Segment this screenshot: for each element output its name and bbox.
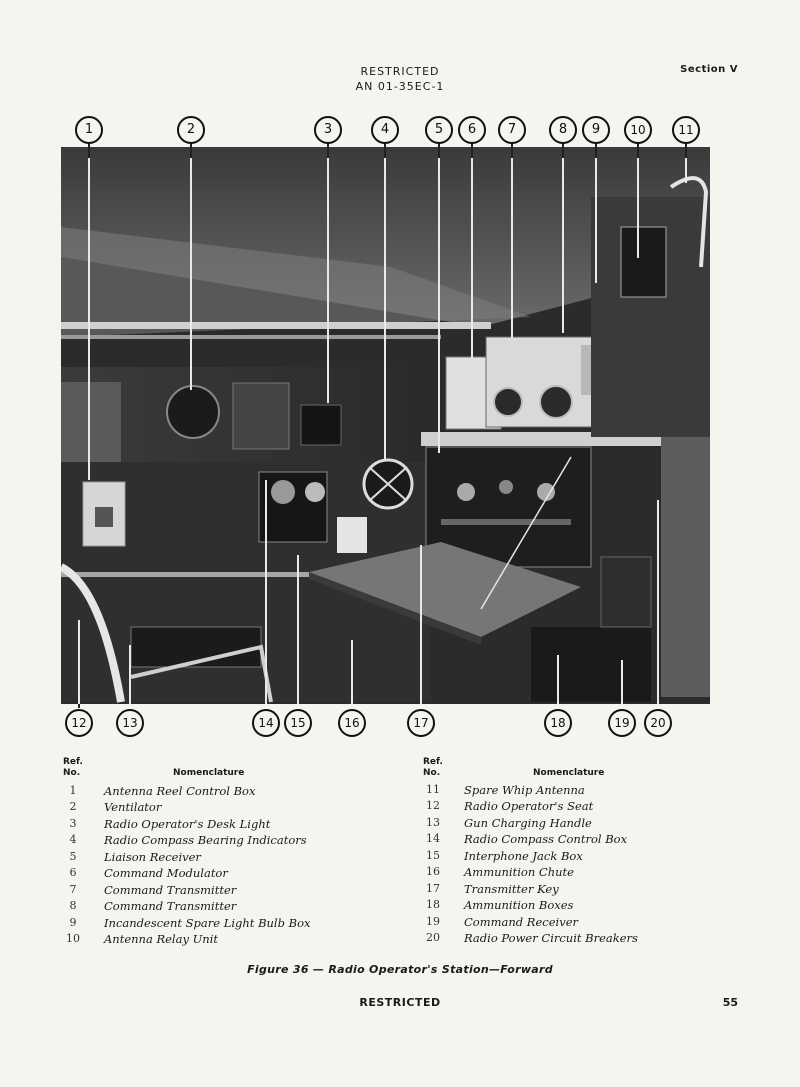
leader-line-9 [595,143,597,158]
leader-line-14 [265,480,267,704]
leader-line-1 [88,143,90,158]
callout-5: 5 [425,116,453,144]
callout-14: 14 [252,709,280,737]
item-name: Command Receiver [464,915,579,929]
ref-number: 14 [426,832,440,845]
leader-line-10 [637,158,639,258]
leader-line-5 [438,158,440,453]
leader-line-16 [351,640,353,704]
item-name: Command Modulator [104,866,228,880]
callout-9: 9 [582,116,610,144]
item-name: Radio Compass Control Box [464,832,628,846]
ref-number: 19 [426,915,440,928]
callout-3: 3 [314,116,342,144]
ref-number: 11 [426,783,440,796]
callout-13: 13 [116,709,144,737]
ref-number: 9 [69,916,77,929]
item-name: Spare Whip Antenna [464,783,585,797]
item-name: Command Transmitter [104,883,237,897]
leader-line-20 [657,500,659,704]
page-number: 55 [722,996,738,1009]
ref-number: 7 [69,883,77,896]
ref-no-header: Ref. No. [423,757,443,778]
item-name: Gun Charging Handle [464,816,592,830]
leader-line-8 [562,158,564,333]
leader-line-17 [420,545,422,704]
leader-line-12 [78,620,80,704]
leader-line-11 [685,143,687,158]
callout-8: 8 [549,116,577,144]
callout-1: 1 [75,116,103,144]
ref-number: 18 [426,898,440,911]
leader-line-6 [471,143,473,158]
leader-line-7 [511,143,513,158]
classification-top: RESTRICTED [360,65,440,78]
leader-line-4 [384,158,386,460]
leader-line-1 [88,158,90,480]
document-number: AN 01-35EC-1 [355,80,445,93]
ref-number: 1 [69,784,77,797]
ref-no-header: Ref. No. [63,757,83,778]
ref-number: 8 [69,899,77,912]
nomenclature-header: Nomenclature [173,768,245,778]
item-name: Ventilator [104,800,162,814]
item-name: Incandescent Spare Light Bulb Box [104,916,311,930]
item-name: Antenna Reel Control Box [104,784,256,798]
ref-number: 17 [426,882,440,895]
item-name: Transmitter Key [464,882,559,896]
classification-bottom: RESTRICTED [359,996,441,1009]
item-name: Radio Operator's Desk Light [104,817,271,831]
ref-number: 15 [426,849,440,862]
leader-line-5 [438,143,440,158]
callout-17: 17 [407,709,435,737]
ref-number: 3 [69,817,77,830]
ref-number: 20 [426,931,440,944]
item-name: Interphone Jack Box [464,849,583,863]
ref-number: 13 [426,816,440,829]
callout-18: 18 [544,709,572,737]
leader-line-7 [511,158,513,338]
item-name: Ammunition Boxes [464,898,574,912]
item-name: Radio Compass Bearing Indicators [104,833,307,847]
section-label: Section V [680,64,738,75]
item-name: Radio Power Circuit Breakers [464,931,638,945]
leader-line-8 [562,143,564,158]
callout-15: 15 [284,709,312,737]
leader-line-6 [471,158,473,358]
ref-number: 6 [69,866,77,879]
callout-6: 6 [458,116,486,144]
ref-number: 2 [69,800,77,813]
item-name: Command Transmitter [104,899,237,913]
callout-11: 11 [672,116,700,144]
item-name: Liaison Receiver [104,850,201,864]
ref-number: 5 [69,850,77,863]
item-name: Ammunition Chute [464,865,574,879]
leader-line-3 [327,143,329,158]
callout-12: 12 [65,709,93,737]
leader-line-4 [384,143,386,158]
callout-10: 10 [624,116,652,144]
leader-line-10 [637,143,639,158]
leader-line-2 [190,158,192,390]
leader-line-18 [557,655,559,704]
ref-number: 10 [66,932,80,945]
item-name: Radio Operator's Seat [464,799,594,813]
callout-4: 4 [371,116,399,144]
callout-16: 16 [338,709,366,737]
leader-line-19 [621,660,623,704]
figure-caption: Figure 36 — Radio Operator's Station—Forward [247,963,553,976]
ref-number: 4 [69,833,77,846]
leader-line-9 [595,158,597,283]
leader-line-13 [129,645,131,704]
leader-line-2 [190,143,192,158]
leader-line-11 [685,158,687,183]
ref-number: 12 [426,799,440,812]
nomenclature-header: Nomenclature [533,768,605,778]
item-name: Antenna Relay Unit [104,932,219,946]
callout-20: 20 [644,709,672,737]
ref-number: 16 [426,865,440,878]
callout-19: 19 [608,709,636,737]
leader-line-3 [327,158,329,403]
callout-7: 7 [498,116,526,144]
leader-line-12 [78,704,80,708]
leader-line-15 [297,555,299,704]
callout-2: 2 [177,116,205,144]
